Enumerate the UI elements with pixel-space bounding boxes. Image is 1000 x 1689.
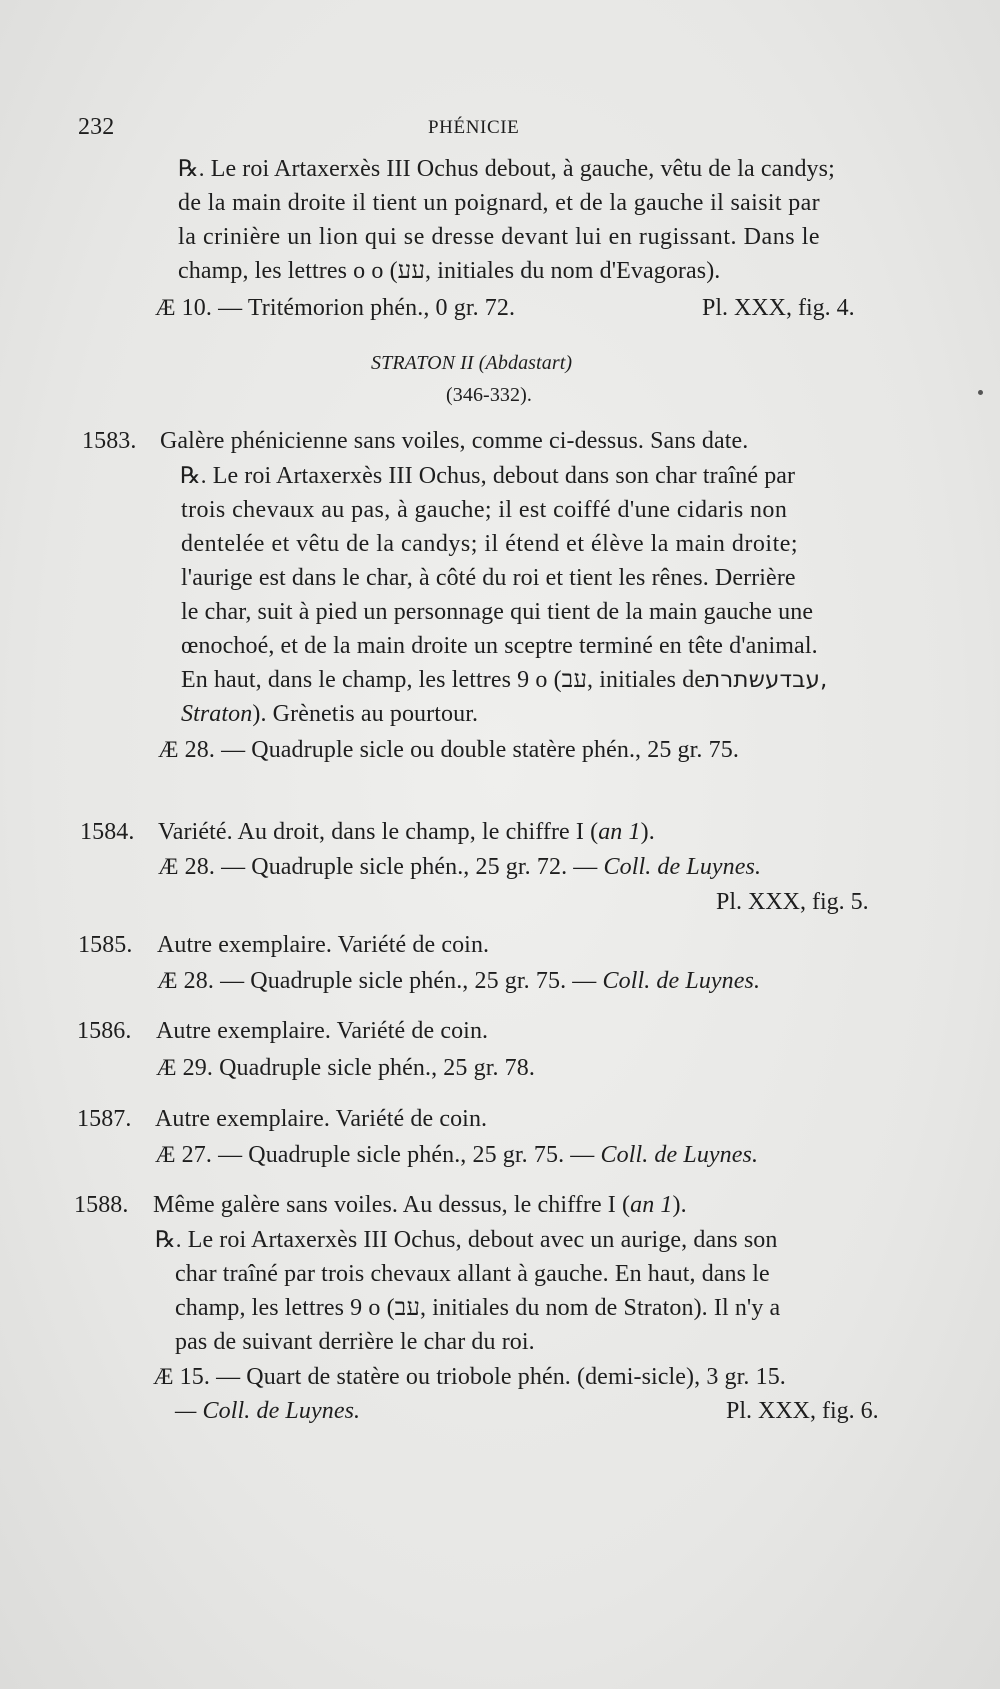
entry-1586-metal: 29. Quadruple sicle phén., 25 gr. 78. [182,1055,535,1081]
running-head: PHÉNICIE [428,117,520,138]
reverse-symbol: ℞. [178,156,205,181]
entry-1587-text: Autre exemplaire. Variété de coin. [155,1106,488,1132]
silver-symbol: Æ [157,968,178,993]
entry-number-1584: 1584. [80,819,135,845]
continuation-metal: 10. — Tritémorion phén., 0 gr. 72. [181,295,516,321]
entry-number-1585: 1585. [78,932,133,958]
plate-reference-5: Pl. XXX, fig. 5. [716,889,869,915]
entry-1584-collection: Coll. de Luynes. [603,854,762,880]
section-dates: (346-332). [446,384,532,406]
entry-1584-metal: 28. — Quadruple sicle phén., 25 gr. 72. — [184,854,598,880]
entry-1583-metal-line [158,735,739,765]
page-number: 232 [78,114,115,140]
plate-reference-4: Pl. XXX, fig. 4. [702,295,855,321]
entry-1583-obverse: Galère phénicienne sans voiles, comme ci-dessus. Sans date. [160,428,749,454]
entry-1583-reverse-line-4: l'aurige est dans le char, à côté du roi et tient les rênes. Derrière [181,565,796,591]
entry-1587-metal: 27. — Quadruple sicle phén., 25 gr. 75. — [181,1142,595,1168]
silver-symbol: Æ [158,737,179,762]
section-title-alt: (Abdastart) [478,352,573,374]
entry-1583-reverse-line-5: le char, suit à pied un personnage qui tient de la main gauche une [181,599,814,625]
straton-italic: Straton [181,701,253,727]
entry-1587-metal-line [155,1140,758,1170]
entry-number-1587: 1587. [77,1106,132,1132]
entry-1583-reverse-line-2: trois chevaux au pas, à gauche; il est coiffé d'une cidaris non [181,497,788,523]
page-speck [978,390,983,395]
silver-symbol: Æ [155,295,176,320]
entry-1586-metal-line [156,1053,535,1083]
continuation-metal-line [155,293,515,323]
entry-1583-metal: 28. — Quadruple sicle ou double statère phén., 25 gr. 75. [184,737,739,763]
entry-1588-reverse-line-2: char traîné par trois chevaux allant à gauche. En haut, dans le [175,1261,770,1287]
entry-1588-metal: 15. — Quart de statère ou triobole phén. (demi-sicle), 3 gr. 15. [179,1364,786,1390]
entry-1588-reverse-text: Le roi Artaxerxès III Ochus, debout avec un aurige, dans son [187,1227,778,1253]
continuation-line-1 [178,154,851,184]
silver-symbol: Æ [158,854,179,879]
entry-1585-metal: 28. — Quadruple sicle phén., 25 gr. 75. — [183,968,597,994]
entry-1585-text: Autre exemplaire. Variété de coin. [157,932,490,958]
entry-1584-metal-line [158,852,761,882]
entry-1588-reverse-line-3: champ, les lettres 9 o (עב, initiales du nom de Straton). Il n'y a [175,1295,781,1321]
plate-reference-6: Pl. XXX, fig. 6. [726,1398,879,1424]
entry-number-1583: 1583. [82,428,137,454]
hebrew-name: עבדעשתרת, [705,667,828,693]
entry-1583-reverse-line-7 [181,665,827,695]
silver-symbol: Æ [156,1055,177,1080]
entry-number-1588: 1588. [74,1192,129,1218]
entry-1583-reverse-text-8: ). Grènetis au pourtour. [252,701,479,727]
entry-1583-reverse-line-6: œnochoé, et de la main droite un sceptre terminé en tête d'animal. [181,633,818,659]
section-title [371,348,572,378]
entry-1584-text-b: ). [640,819,655,845]
entry-1583-reverse-line-8 [181,699,478,729]
continuation-line-2: de la main droite il tient un poignard, et de la gauche il saisit par [178,190,820,216]
entry-1588-text [153,1190,687,1220]
entry-1583-reverse-line-3: dentelée et vêtu de la candys; il étend et élève la main droite; [181,531,799,557]
reverse-symbol: ℞. [180,463,207,488]
entry-1583-reverse-text-7: En haut, dans le champ, les lettres 9 o (עב, initiales de [181,667,706,693]
entry-number-1586: 1586. [77,1018,132,1044]
entry-1588-year: an 1 [630,1192,673,1218]
silver-symbol: Æ [153,1364,174,1389]
entry-1583-reverse-line-1 [180,461,877,491]
continuation-line-4: champ, les lettres o o (עע, initiales du nom d'Evagoras). [178,258,721,284]
entry-1585-collection: Coll. de Luynes. [602,968,761,994]
entry-1585-metal-line [157,966,760,996]
entry-1586-text: Autre exemplaire. Variété de coin. [156,1018,489,1044]
section-title-roman: STRATON II [371,352,474,374]
entry-1588-text-a: Même galère sans voiles. Au dessus, le chiffre I ( [153,1192,631,1218]
entry-1587-collection: Coll. de Luynes. [600,1142,759,1168]
entry-1584-text [158,817,655,847]
reverse-symbol: ℞. [155,1227,182,1252]
entry-1588-text-b: ). [672,1192,687,1218]
continuation-line-3: la crinière un lion qui se dresse devant lui en rugissant. Dans le [178,224,821,250]
silver-symbol: Æ [155,1142,176,1167]
entry-1583-reverse-text: Le roi Artaxerxès III Ochus, debout dans son char traîné par [212,463,796,489]
entry-1584-year: an 1 [598,819,641,845]
entry-1584-text-a: Variété. Au droit, dans le champ, le chiffre I ( [158,819,599,845]
continuation-text: Le roi Artaxerxès III Ochus debout, à gauche, vêtu de la candys; [210,156,835,182]
entry-1588-metal-line [153,1362,786,1392]
entry-1588-reverse-line-1 [155,1225,778,1255]
entry-1588-collection: — Coll. de Luynes. [175,1398,361,1424]
entry-1588-reverse-line-4: pas de suivant derrière le char du roi. [175,1329,535,1355]
